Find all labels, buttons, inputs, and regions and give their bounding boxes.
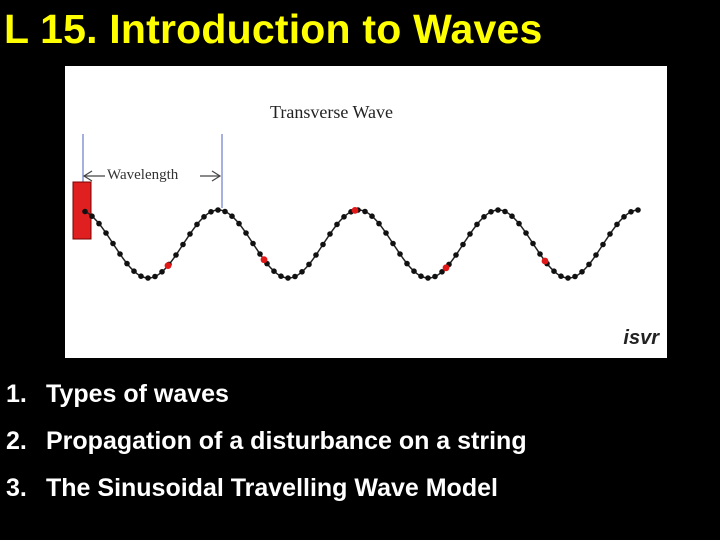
wave-bead: [222, 209, 228, 215]
marked-bead: [165, 262, 172, 269]
wave-bead: [481, 214, 487, 220]
wave-bead: [292, 274, 298, 280]
wave-bead: [404, 261, 410, 267]
wave-bead: [187, 231, 193, 237]
wave-bead: [551, 268, 557, 274]
wave-bead: [537, 251, 543, 257]
wave-bead: [236, 221, 242, 227]
list-item: [6, 374, 706, 421]
wave-bead: [82, 209, 88, 215]
item-text: Types of waves: [46, 380, 229, 408]
wave-bead: [250, 241, 256, 247]
wave-bead: [278, 273, 284, 279]
item-number: 1.: [6, 380, 27, 408]
wave-bead: [89, 213, 95, 219]
marked-bead: [542, 258, 549, 265]
wave-bead: [180, 242, 186, 248]
wave-bead: [488, 209, 494, 215]
wave-bead: [208, 209, 214, 215]
wave-bead: [502, 209, 508, 215]
wave-bead: [124, 261, 130, 267]
wave-bead: [558, 273, 564, 279]
wave-bead: [390, 241, 396, 247]
wave-bead: [159, 269, 165, 275]
wave-bead: [145, 275, 151, 281]
wave-bead: [397, 251, 403, 257]
marked-bead: [352, 207, 359, 214]
wave-bead: [117, 251, 123, 257]
wave-bead: [432, 274, 438, 280]
wave-bead: [607, 231, 613, 237]
wave-bead: [621, 214, 627, 220]
wave-bead: [271, 268, 277, 274]
wave-bead: [411, 268, 417, 274]
wave-bead: [453, 252, 459, 258]
marked-bead: [261, 256, 268, 263]
transverse-wave-figure: [65, 66, 667, 358]
wave-bead: [194, 222, 200, 228]
wave-bead: [201, 214, 207, 220]
wave-bead: [285, 275, 291, 281]
wave-bead: [306, 262, 312, 268]
wave-bead: [418, 273, 424, 279]
wave-bead: [131, 268, 137, 274]
wave-bead: [96, 221, 102, 227]
wave-bead: [215, 207, 221, 213]
wave-bead: [509, 213, 515, 219]
wavelength-label: Wavelength: [107, 167, 179, 183]
wave-bead: [474, 222, 480, 228]
wave-bead: [376, 221, 382, 227]
slide-title: L 15. Introduction to Waves: [4, 6, 543, 52]
item-number: 2.: [6, 427, 27, 455]
topic-list: [6, 374, 706, 515]
item-text: Propagation of a disturbance on a string: [46, 427, 527, 455]
wave-bead: [334, 222, 340, 228]
wave-bead: [110, 241, 116, 247]
list-item: [6, 421, 706, 468]
wave-bead: [383, 230, 389, 236]
wave-bead: [565, 275, 571, 281]
wave-bead: [600, 242, 606, 248]
wave-bead: [243, 230, 249, 236]
wave-driver-block: [73, 182, 91, 239]
wave-bead: [313, 252, 319, 258]
wave-bead: [614, 222, 620, 228]
wave-bead: [579, 269, 585, 275]
wave-bead: [362, 209, 368, 215]
wave-bead: [516, 221, 522, 227]
wave-bead: [369, 213, 375, 219]
wave-bead: [138, 273, 144, 279]
wave-bead: [425, 275, 431, 281]
wave-bead: [299, 269, 305, 275]
wave-bead: [103, 230, 109, 236]
wave-bead: [152, 274, 158, 280]
wave-bead: [460, 242, 466, 248]
wave-bead: [173, 252, 179, 258]
marked-bead: [443, 264, 450, 271]
wave-string: [82, 207, 641, 281]
wave-bead: [586, 262, 592, 268]
wave-bead: [593, 252, 599, 258]
item-number: 3.: [6, 474, 27, 502]
wave-bead: [628, 209, 634, 215]
wave-bead: [320, 242, 326, 248]
list-item: [6, 468, 706, 515]
wave-bead: [257, 251, 263, 257]
wave-bead: [635, 207, 641, 213]
wave-bead: [341, 214, 347, 220]
isvr-logo: isvr: [623, 327, 659, 349]
wave-bead: [523, 230, 529, 236]
figure-title: Transverse Wave: [270, 102, 394, 122]
item-text: The Sinusoidal Travelling Wave Model: [46, 474, 498, 502]
wave-bead: [572, 274, 578, 280]
wave-bead: [467, 231, 473, 237]
wave-bead: [530, 241, 536, 247]
wave-bead: [229, 213, 235, 219]
wave-bead: [327, 231, 333, 237]
wave-bead: [495, 207, 501, 213]
